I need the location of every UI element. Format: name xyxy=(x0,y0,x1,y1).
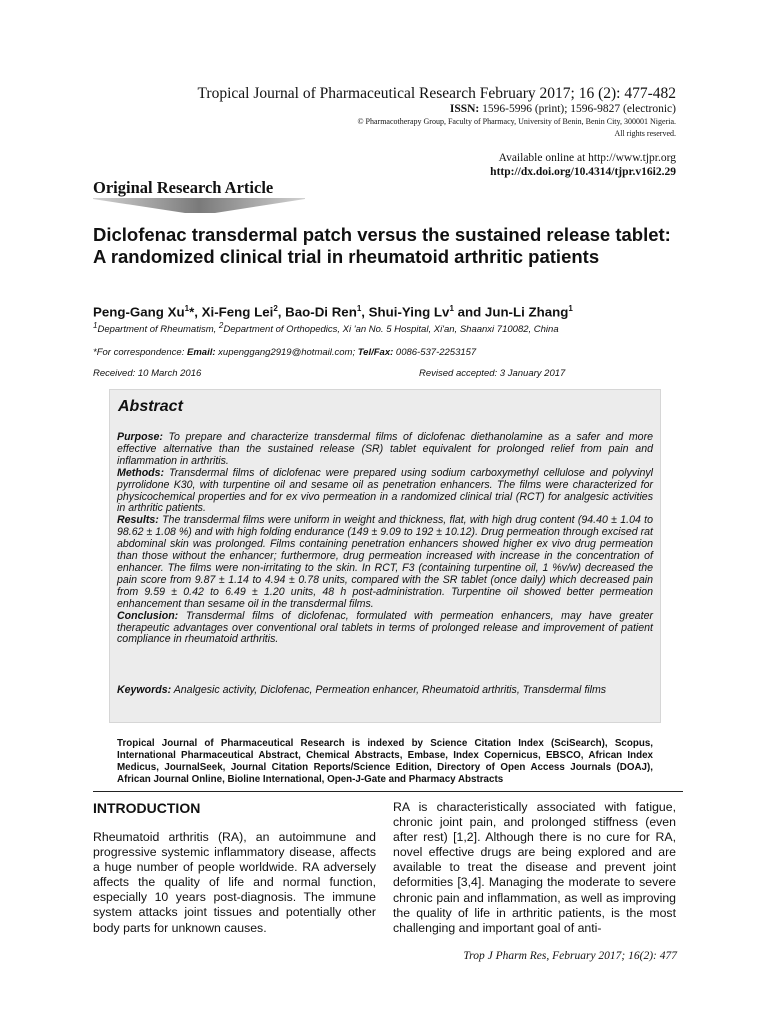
abstract-conclusion xyxy=(117,611,653,647)
article-title: Diclofenac transdermal patch versus the sustained release tablet: A randomized clinical trial in rheumatoid arthritic patients xyxy=(93,224,671,267)
conclusion-label: Conclusion: xyxy=(117,609,179,622)
correspondence xyxy=(93,347,476,358)
correspondence-prefix: *For correspondence: xyxy=(93,347,187,358)
purpose-text: To prepare and characterize transdermal films of diclofenac diethanolamine as a safer and more effective alternative than the sustained release (SR) tablet equivalent for prolonged relief from pain and inflammation in arthritis. xyxy=(117,431,653,467)
rights-line: All rights reserved. xyxy=(614,129,676,138)
issn-line xyxy=(450,103,676,115)
keywords-label: Keywords: xyxy=(117,684,172,696)
purpose-label: Purpose: xyxy=(117,431,163,443)
received-date: Received: 10 March 2016 xyxy=(93,368,202,379)
issn-label: ISSN: xyxy=(449,103,480,115)
author-affil-mark: 1 xyxy=(184,304,190,313)
email-address[interactable]: xupenggang2919@hotmail.com; xyxy=(215,347,358,358)
journal-citation: Tropical Journal of Pharmaceutical Research February 2017; 16 (2): 477-482 xyxy=(197,85,676,102)
author: Bao-Di Ren xyxy=(285,304,357,320)
introduction-left-column: Rheumatoid arthritis (RA), an autoimmune and progressive systemic inflammatory disease, affects a huge number of people worldwide. RA adversely affects the quality of life and normal function, especially 10 years post-diagnosis. The immune system attacks joint tissues and potentially other body parts for unknown causes. xyxy=(93,830,376,935)
tel-label: Tel/Fax: xyxy=(357,347,394,358)
results-text: The transdermal films were uniform in weight and thickness, flat, with high drug content (94.40 ± 1.04 to 98.62 ± 1.08 %) and with high folding endurance (149 ± 9.09 to 192 ± 10.12). Drug permeation through excised rat abdominal skin was prolonged. Films containing penetration enhancers showed higher ex vivo drug permeation than those without the enhancer; furthermore, drug permeation increased with increase in the concentration of enhancer. The films were non-irritating to the skin. In RCT, F3 (containing turpentine oil, 1 %v/w) decreased the pain score from 9.87 ± 1.14 to 4.94 ± 0.78 units, compared with the SR tablet (once daily) which decreased pain from 9.59 ± 0.42 to 6.49 ± 1.20 units, 48 h post-administration. Turpentine oil showed better permeation enhancement than sesame oil in the transdermal films. xyxy=(117,514,653,610)
affiliation: Department of Rheumatism, xyxy=(97,324,219,336)
page-footer: Trop J Pharm Res, February 2017; 16(2): 477 xyxy=(463,950,677,962)
results-label: Results: xyxy=(117,514,159,527)
issn-value: 1596-5996 (print); 1596-9827 (electronic) xyxy=(479,103,676,115)
email-label: Email: xyxy=(187,347,216,358)
author-separator: , xyxy=(277,304,286,320)
author: Jun-Li Zhang xyxy=(484,304,569,320)
introduction-right-column: RA is characteristically associated with fatigue, chronic joint pain, and prolonged stiffness (even after rest) [1,2]. Although there is no cure for RA, novel effective drugs are being explored and are available to treat the disease and prevent joint deformities [3,4]. Managing the moderate to severe chronic pain and inflammation, as well as improving the quality of life in arthritic patients, is the most challenging and important goal of anti- xyxy=(393,800,676,935)
keywords-text: Analgesic activity, Diclofenac, Permeation enhancer, Rheumatoid arthritis, Transdermal films xyxy=(171,684,607,696)
abstract-heading: Abstract xyxy=(118,398,183,415)
available-online[interactable]: Available online at http://www.tjpr.org xyxy=(498,152,676,164)
tel-number: 0086-537-2253157 xyxy=(393,347,477,358)
copyright-line: © Pharmacotherapy Group, Faculty of Pharmacy, University of Benin, Benin City, 300001 Nigeria. xyxy=(357,117,676,126)
methods-text: Transdermal films of diclofenac were prepared using sodium carboxymethyl cellulose and polyvinyl pyrrolidone K30, with turpentine oil and sesame oil as penetration enhancers. The films were characterized for physicochemical properties and for ex vivo permeation in a randomized clinical trial (RCT) for analgesic activities in arthritic patients. xyxy=(117,466,653,515)
author: Xi-Feng Lei xyxy=(201,304,274,320)
author: Shui-Ying Lv xyxy=(368,304,450,320)
author-affil-mark: 1 xyxy=(449,304,454,313)
author-separator: , xyxy=(361,304,369,320)
author-list xyxy=(93,304,573,319)
affil-mark: 1 xyxy=(93,321,98,330)
affiliation: Department of Orthopedics, Xi 'an No. 5 Hospital, Xi'an, Shaanxi 710082, China xyxy=(223,324,559,336)
methods-label: Methods: xyxy=(117,466,165,479)
author-separator: and xyxy=(453,304,485,320)
doi-link[interactable]: http://dx.doi.org/10.4314/tjpr.v16i2.29 xyxy=(490,166,676,178)
affil-mark: 2 xyxy=(218,321,224,330)
abstract-purpose xyxy=(117,432,653,468)
article-type-banner xyxy=(93,198,305,214)
introduction-heading: INTRODUCTION xyxy=(93,800,201,816)
author-affil-mark: 1 xyxy=(356,304,362,313)
author-affil-mark: 2 xyxy=(273,304,278,313)
author-separator: *, xyxy=(189,304,202,320)
revised-date: Revised accepted: 3 January 2017 xyxy=(419,368,566,379)
abstract-body xyxy=(117,432,653,646)
author-affil-mark: 1 xyxy=(568,304,573,313)
keywords xyxy=(117,684,653,696)
abstract-results xyxy=(117,515,653,610)
indexing-notice: Tropical Journal of Pharmaceutical Research is indexed by Science Citation Index (SciSearch), Scopus, International Pharmaceutical Abstract, Chemical Abstracts, Embase, Index Copernicus, EBSCO, African Index Medicus, JournalSeek, Journal Citation Reports/Science Edition, Directory of Open Access Journals (DOAJ), African Journal Online, Bioline International, Open-J-Gate and Pharmacy Abstracts xyxy=(117,738,653,785)
conclusion-text: Transdermal films of diclofenac, formulated with permeation enhancers, may have greater therapeutic advantages over conventional oral tablets in terms of prolonged release and improvement of patient compliance in rheumatoid arthritis. xyxy=(117,609,653,646)
affiliations xyxy=(93,321,559,335)
author: Peng-Gang Xu xyxy=(93,304,185,320)
article-type: Original Research Article xyxy=(93,178,274,197)
section-divider xyxy=(93,791,683,792)
abstract-methods xyxy=(117,468,653,516)
